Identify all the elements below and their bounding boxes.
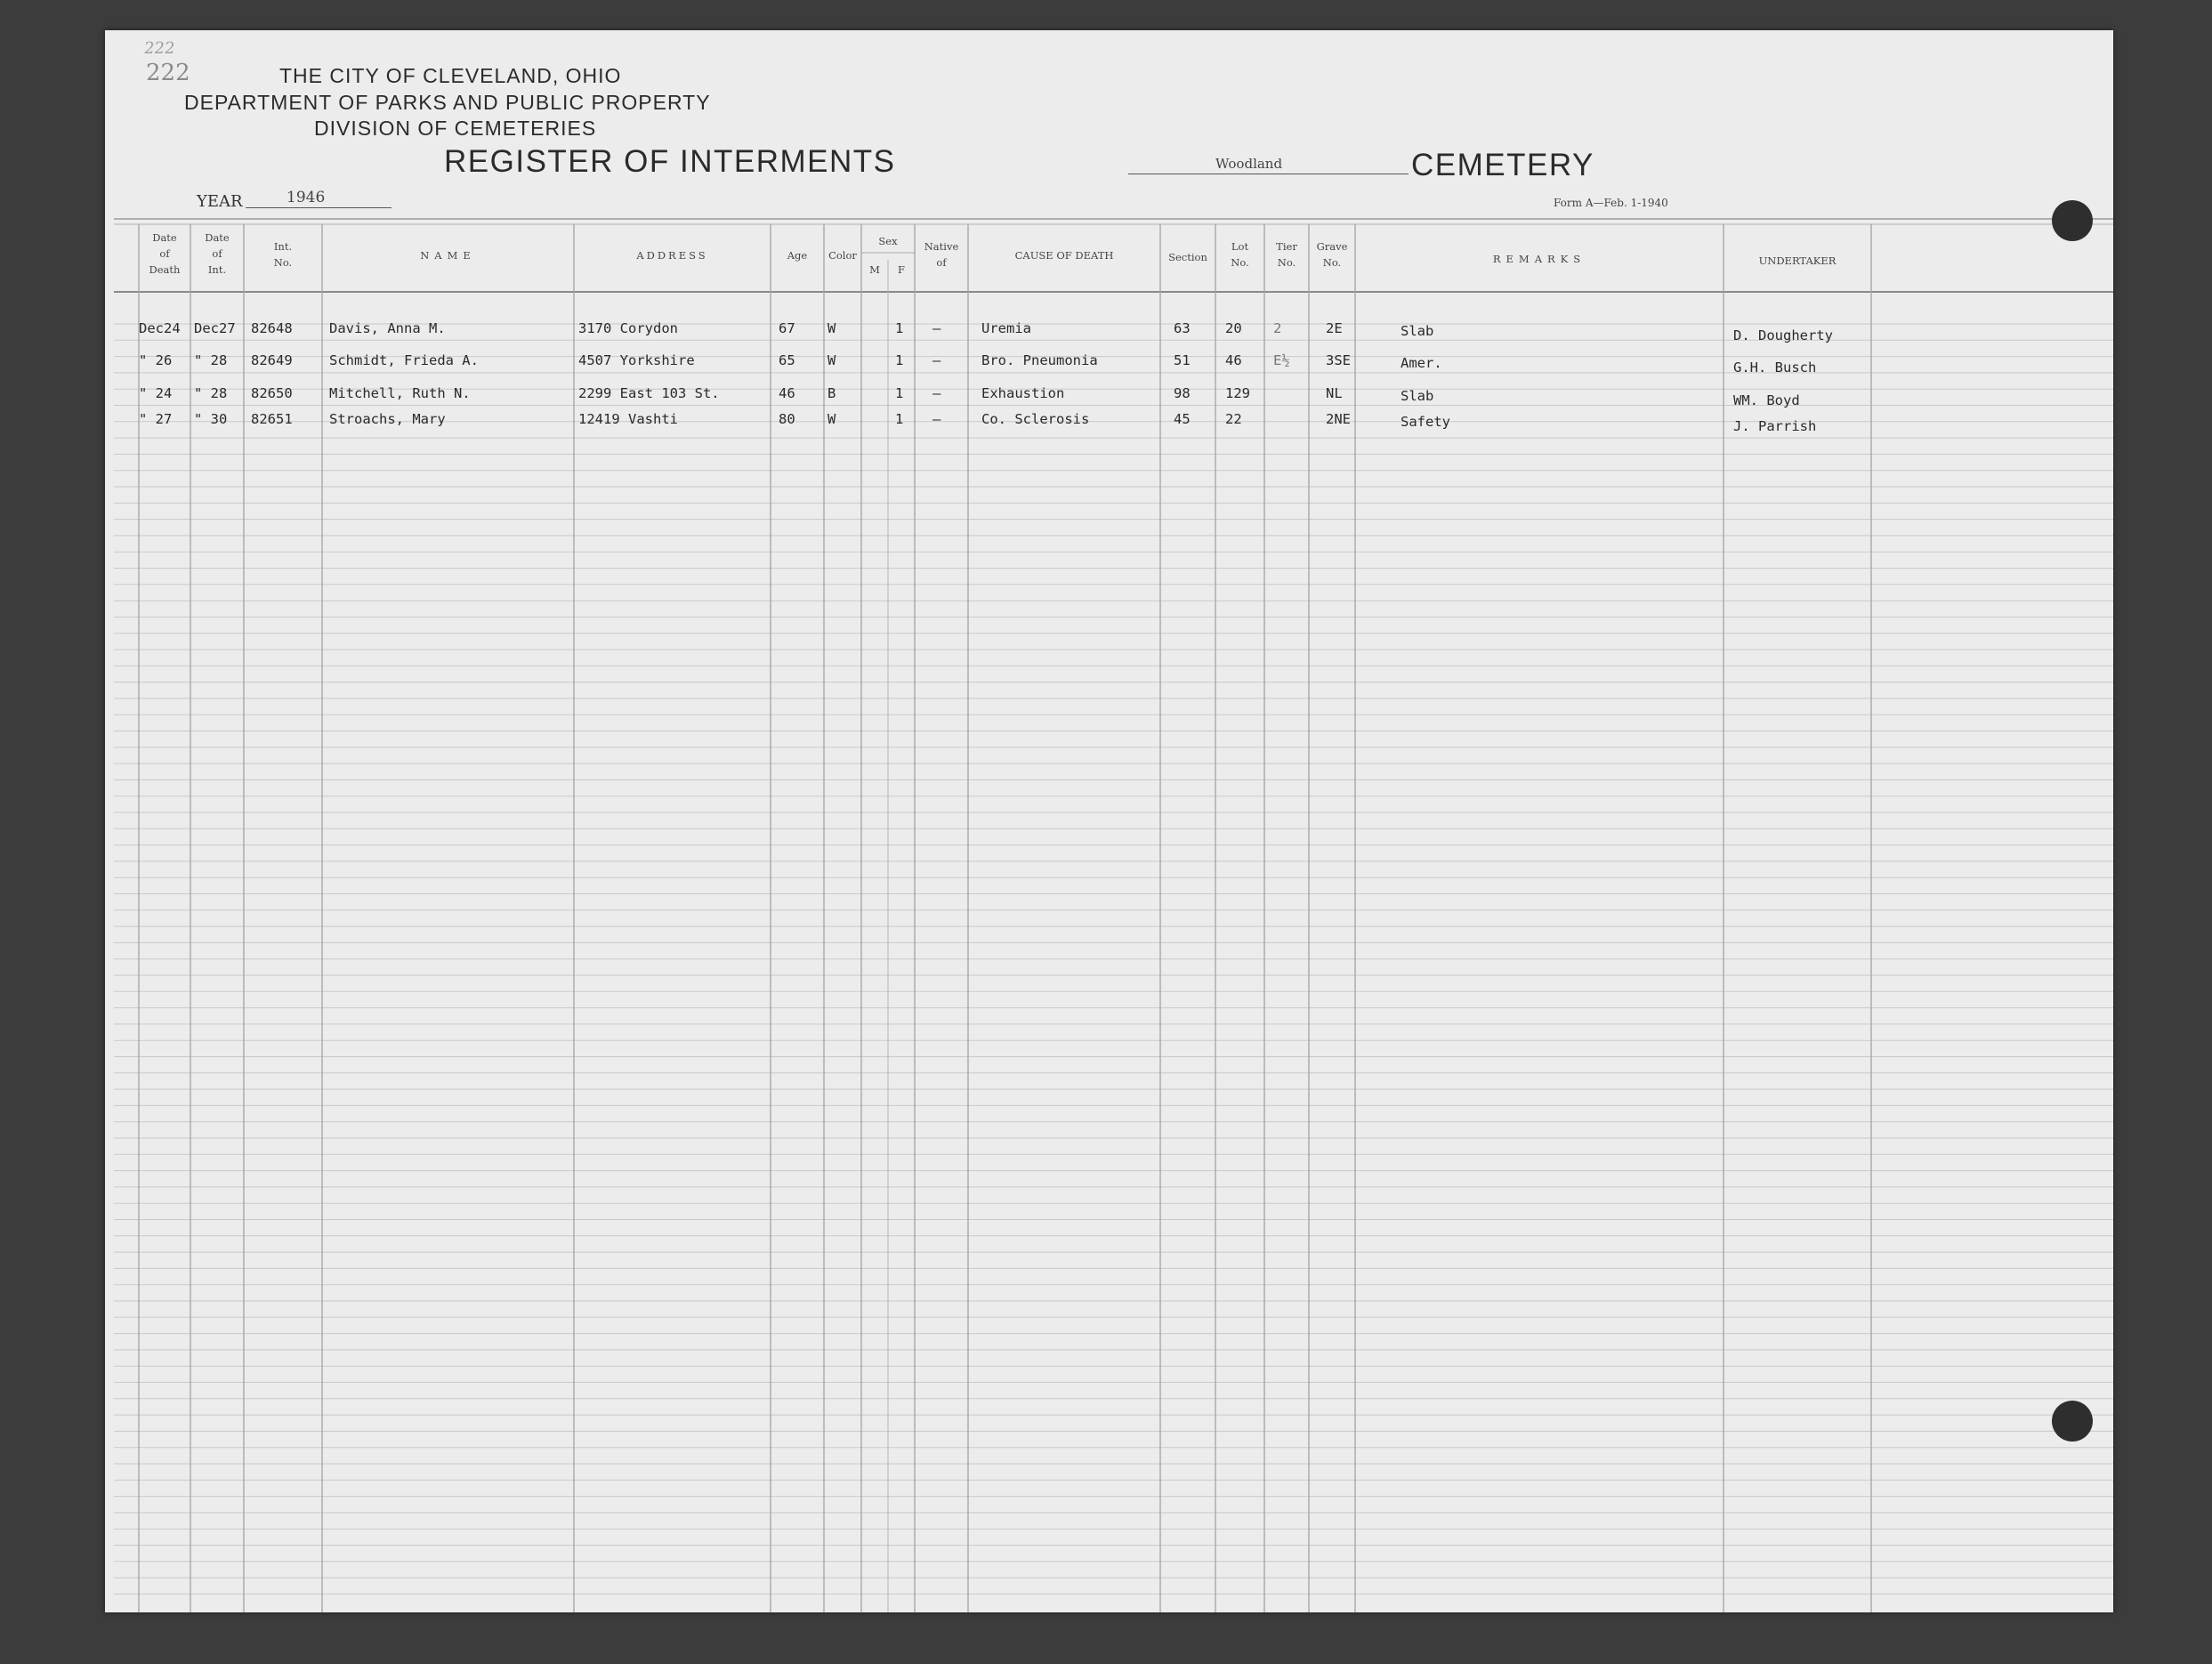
- cell-native: –: [932, 385, 941, 401]
- cell-grave: NL: [1326, 385, 1343, 401]
- cell-color: B: [827, 385, 836, 401]
- register-page: [105, 30, 2113, 1612]
- binder-hole-top: [2052, 200, 2093, 241]
- cell-grave: 2E: [1326, 320, 1343, 336]
- col-sex: Sex: [878, 235, 898, 247]
- cell-section: 51: [1174, 352, 1191, 368]
- cell-date-death: " 26: [139, 352, 173, 368]
- cell-age: 46: [779, 385, 795, 401]
- col-date-of-interment: Date of Int.: [205, 231, 230, 276]
- register-title: REGISTER OF INTERMENTS: [444, 144, 896, 179]
- col-address: ADDRESS: [636, 249, 708, 262]
- page-number: 222: [142, 39, 176, 58]
- cell-grave: 2NE: [1326, 411, 1351, 427]
- cell-name: Stroachs, Mary: [329, 411, 446, 427]
- year-label: YEAR: [197, 192, 243, 211]
- col-interment-no: Int. No.: [273, 240, 293, 269]
- cell-cause: Uremia: [981, 320, 1031, 336]
- year-value: 1946: [287, 189, 326, 206]
- col-cause-of-death: CAUSE OF DEATH: [1014, 249, 1114, 262]
- col-date-of-death: Date of Death: [149, 231, 181, 276]
- cell-lot: 129: [1225, 385, 1250, 401]
- cell-date-death: Dec24: [139, 320, 181, 336]
- cemetery-name: Woodland: [1215, 156, 1283, 172]
- page-number-pencil: 222: [146, 60, 190, 86]
- cell-lot: 20: [1225, 320, 1242, 336]
- cell-name: Mitchell, Ruth N.: [329, 385, 471, 401]
- cell-undertaker: J. Parrish: [1733, 418, 1817, 434]
- cell-sex-f: 1: [895, 411, 904, 427]
- cell-cause: Co. Sclerosis: [981, 411, 1090, 427]
- cell-sex-f: 1: [895, 385, 904, 401]
- cell-color: W: [827, 411, 836, 427]
- cell-tier: E½: [1273, 352, 1290, 368]
- header-division: DIVISION OF CEMETERIES: [314, 117, 597, 140]
- col-sex-f: F: [898, 263, 905, 276]
- cell-date-int: " 28: [194, 352, 228, 368]
- cell-age: 65: [779, 352, 795, 368]
- cell-address: 3170 Corydon: [578, 320, 678, 336]
- cell-section: 98: [1174, 385, 1191, 401]
- col-age: Age: [787, 249, 808, 262]
- header-city: THE CITY OF CLEVELAND, OHIO: [279, 64, 622, 87]
- cell-int-no: 82649: [251, 352, 293, 368]
- col-color: Color: [828, 249, 857, 262]
- col-tier-no: Tier No.: [1276, 240, 1297, 269]
- cell-tier: 2: [1273, 320, 1282, 336]
- cell-name: Schmidt, Frieda A.: [329, 352, 479, 368]
- col-name: NAME: [420, 249, 476, 262]
- cell-color: W: [827, 352, 836, 368]
- cell-int-no: 82648: [251, 320, 293, 336]
- cell-sex-f: 1: [895, 320, 904, 336]
- cell-undertaker: D. Dougherty: [1733, 327, 1833, 343]
- cell-lot: 46: [1225, 352, 1242, 368]
- cell-color: W: [827, 320, 836, 336]
- cell-undertaker: G.H. Busch: [1733, 359, 1817, 376]
- cell-section: 63: [1174, 320, 1191, 336]
- form-number: Form A—Feb. 1-1940: [1554, 197, 1668, 209]
- binder-hole-bottom: [2052, 1401, 2093, 1442]
- cell-date-int: " 28: [194, 385, 228, 401]
- cell-date-int: " 30: [194, 411, 228, 427]
- col-remarks: REMARKS: [1492, 253, 1586, 265]
- cell-grave: 3SE: [1326, 352, 1351, 368]
- cell-cause: Exhaustion: [981, 385, 1065, 401]
- cell-age: 80: [779, 411, 795, 427]
- col-undertaker: UNDERTAKER: [1758, 254, 1837, 267]
- cell-age: 67: [779, 320, 795, 336]
- cell-int-no: 82650: [251, 385, 293, 401]
- cell-remarks: Slab: [1401, 388, 1434, 404]
- col-sex-m: M: [869, 263, 880, 276]
- cell-address: 12419 Vashti: [578, 411, 678, 427]
- cell-lot: 22: [1225, 411, 1242, 427]
- cell-cause: Bro. Pneumonia: [981, 352, 1098, 368]
- cell-name: Davis, Anna M.: [329, 320, 446, 336]
- cell-native: –: [932, 352, 941, 368]
- cell-remarks: Slab: [1401, 323, 1434, 339]
- cell-date-death: " 27: [139, 411, 173, 427]
- cell-native: –: [932, 320, 941, 336]
- cell-native: –: [932, 411, 941, 427]
- cell-remarks: Amer.: [1401, 355, 1442, 371]
- cemetery-label: CEMETERY: [1411, 148, 1594, 182]
- header-department: DEPARTMENT OF PARKS AND PUBLIC PROPERTY: [184, 91, 711, 114]
- cell-section: 45: [1174, 411, 1191, 427]
- cell-undertaker: WM. Boyd: [1733, 392, 1800, 408]
- cell-address: 2299 East 103 St.: [578, 385, 720, 401]
- cell-int-no: 82651: [251, 411, 293, 427]
- col-native-of: Native of: [924, 240, 959, 269]
- cell-sex-f: 1: [895, 352, 904, 368]
- cell-date-death: " 24: [139, 385, 173, 401]
- cell-address: 4507 Yorkshire: [578, 352, 695, 368]
- col-lot-no: Lot No.: [1231, 240, 1249, 269]
- cell-remarks: Safety: [1401, 414, 1450, 430]
- cell-date-int: Dec27: [194, 320, 236, 336]
- col-section: Section: [1168, 251, 1207, 263]
- col-grave-no: Grave No.: [1316, 240, 1348, 269]
